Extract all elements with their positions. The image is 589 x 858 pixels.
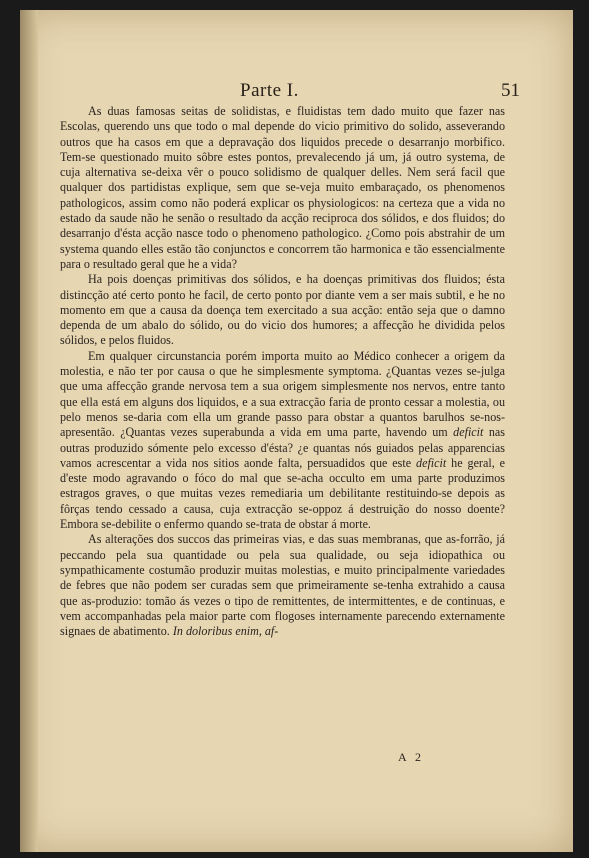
italic-deficit-1: deficit (453, 425, 484, 440)
page-body (60, 104, 505, 639)
paragraph-2: Ha pois doenças primitivas dos sólidos, e ha doenças primitivas dos fluidos; ésta distincção até certo ponto he facil, de certo ponto por diante vem a ser mais subtil, e he no momento em que a causa da doença tem exercitado a sua acção: então seja que o damno dependa de um abalo do sólido, ou do vicio dos humores; a affecção he dividida pelos sólidos, e pelos fluidos. (60, 272, 505, 348)
italic-latin-phrase: In doloribus enim, af- (172, 624, 279, 639)
italic-deficit-2: deficit (416, 455, 447, 470)
paragraph-3-part-2: nas outras produzido sómente pelo excesso d'ésta? ¿e quantas nós guiados pelas apparencias vamos acrescentar a vida nos sitios aonde falta, persuadidos que este (60, 425, 505, 470)
binding-gutter (20, 10, 38, 852)
running-title: Parte I. (240, 80, 299, 101)
paragraph-3 (60, 349, 505, 533)
paragraph-4 (60, 532, 505, 639)
paragraph-1: As duas famosas seitas de solidistas, e fluidistas tem dado muito que fazer nas Escolas, querendo uns que todo o mal depende do vicio primitivo do solido, asseverando outros que ha casos em que a depravação dos liquidos precede o desarranjo morbifico. Tem-se questionado muito sôbre estes pontos, prevalecendo já um, já outro systema, de cuja alternativa se-deixa vêr o pouco solidismo de qualquer delles. Nem será facil que qualquer dos partidistas explique, sem que se-veja muito embaraçado, os phenomenos pathologicos, assim como não poderá explicar os physiologicos: na certeza que a vida no estado da saude não he senão o resultado da acção reciproca dos sólidos, e dos fluidos; do desarranjo d'ésta acção nasce todo o phenomeno pathologico. ¿Como pois abstrahir de um systema quando elles estão tão conjunctos e concorrem tão harmonica e tão essencialmente para o resultado geral que he a vida? (60, 104, 505, 271)
paragraph-4-part-1: As alterações dos succos das primeiras vias, e das suas membranas, que as-forrão, já peccando pela sua quantidade ou pela sua qualidade, ou seja idiopathica ou sympathicamente costumão produzir muitas molestias, e muito principalmente variedades de febres que não podem ser curadas sem que primeiramente se-tenha extrahido a causa que as-produzio: tomão ás vezes o tipo de remittentes, de intermittentes, e de continuas, e vem accompanhadas pela maior parte com flogoses internamente parecendo externamente signaes de abatimento. (60, 532, 505, 639)
paragraph-3-part-3: he geral, e d'este modo agravando o fóco do mal que se-acha occulto em uma parte produzimos estragos graves, o que muitas vezes remediaria um debilitante restituindo-se depois as fôrças tendo cessado a causa, cuja extracção se-oppoz á destruição do nosso doente? Embora se-debilite o enfermo quando se-trata de obstar á morte. (60, 455, 506, 532)
paragraph-3-part-1: Em qualquer circunstancia porém importa muito ao Médico conhecer a origem da molestia, e não ter por causa o que he simplesmente symptoma. ¿Quantas vezes se-julga que uma affecção grande nervosa tem a sua origem simplesmente nos nervos, entre tanto que ella está em alguns dos liquidos, e a sua extracção faria de pronto cessar a molestia, ou pelo menos se-daria com ella um grande passo para obstar a quantos barulhos se-nos-apresentão. ¿Quantas vezes superabunda a vida em uma parte, havendo um (60, 348, 505, 440)
page-number: 51 (501, 80, 520, 101)
signature-mark: A 2 (398, 750, 425, 764)
